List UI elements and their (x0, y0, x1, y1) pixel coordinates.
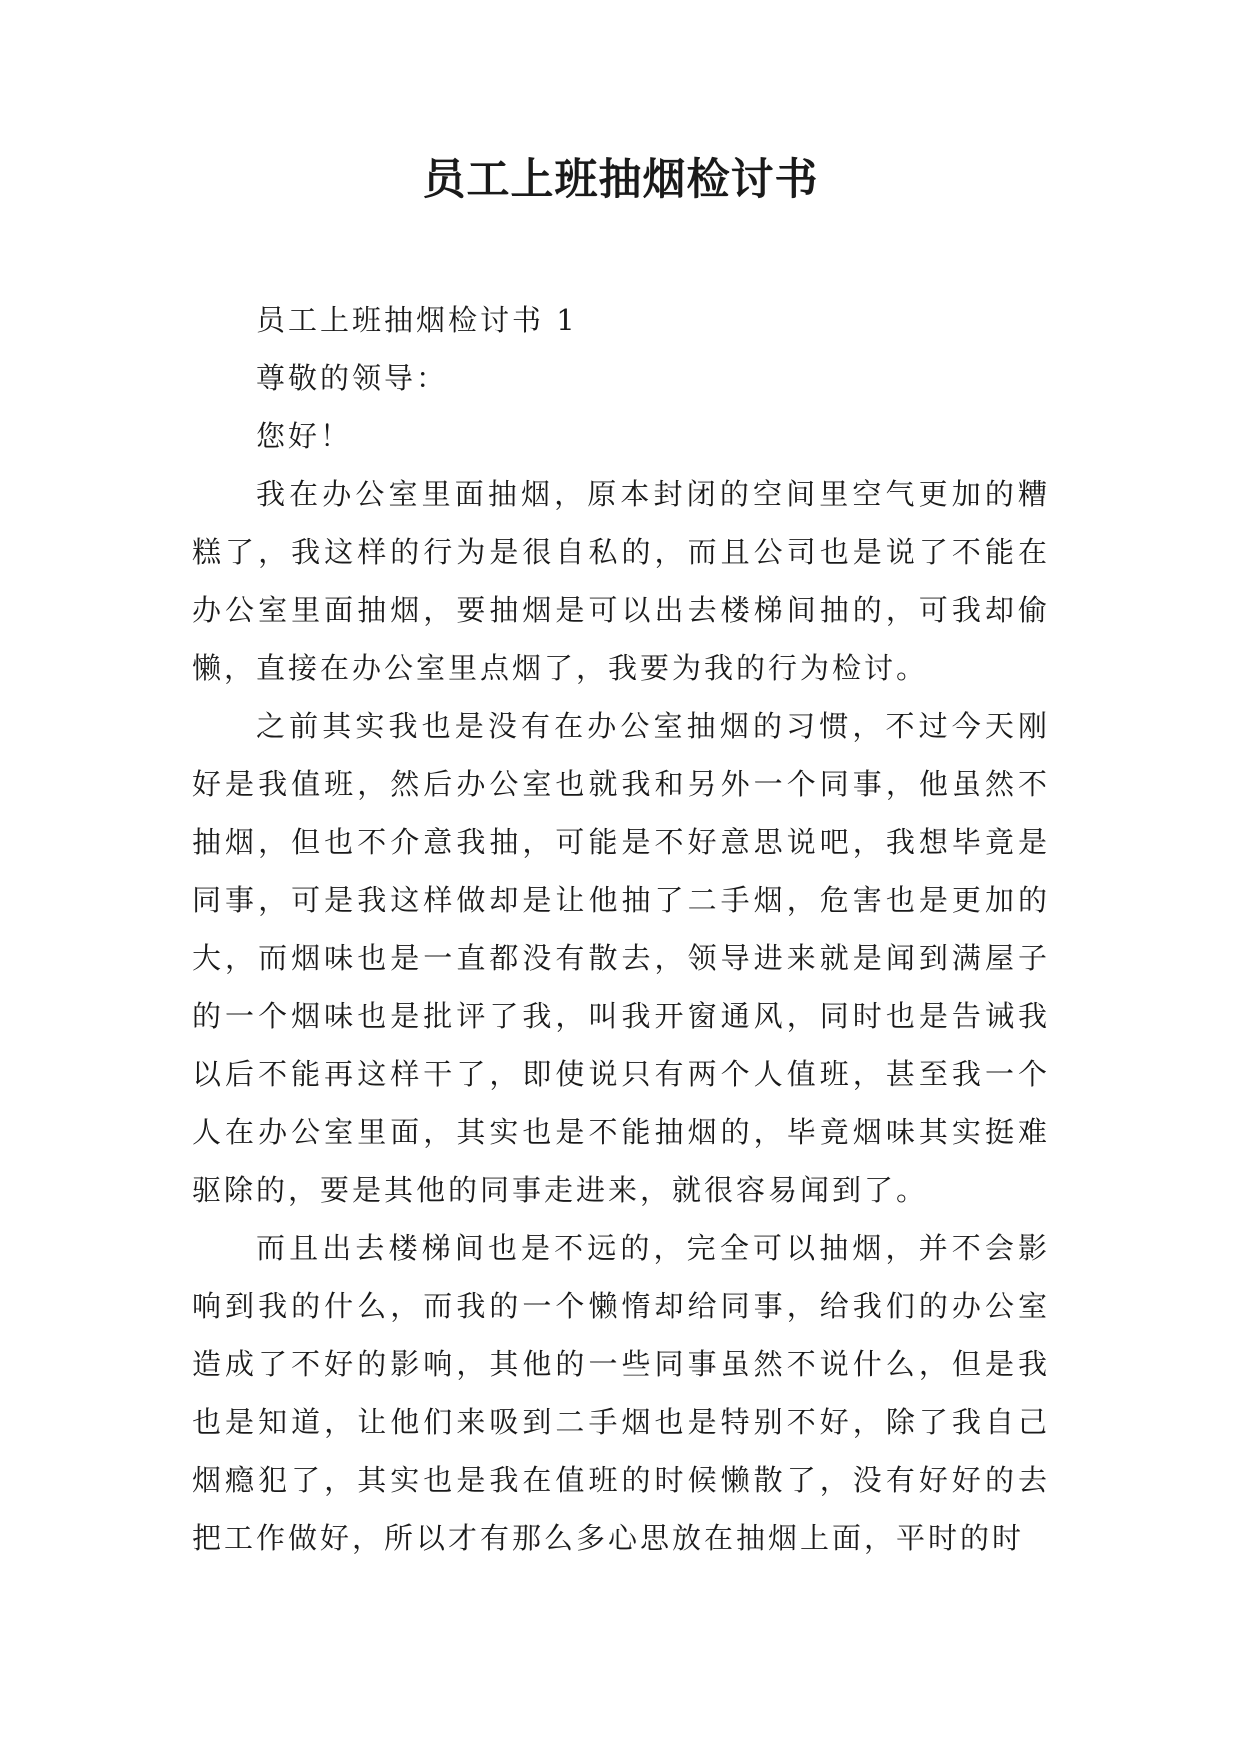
body-paragraph: 之前其实我也是没有在办公室抽烟的习惯，不过今天刚好是我值班，然后办公室也就我和另外一个同事，他虽然不抽烟，但也不介意我抽，可能是不好意思说吧，我想毕竟是同事，可是我这样做却是让他抽了二手烟，危害也是更加的大，而烟味也是一直都没有散去，领导进来就是闻到满屋子的一个烟味也是批评了我，叫我开窗通风，同时也是告诫我以后不能再这样干了，即使说只有两个人值班，甚至我一个人在办公室里面，其实也是不能抽烟的，毕竟烟味其实挺难驱除的，要是其他的同事走进来，就很容易闻到了。 (192, 709, 1050, 1207)
body-paragraph: 而且出去楼梯间也是不远的，完全可以抽烟，并不会影响到我的什么，而我的一个懒惰却给同事，给我们的办公室造成了不好的影响，其他的一些同事虽然不说什么，但是我也是知道，让他们来吸到二手烟也是特别不好，除了我自己烟瘾犯了，其实也是我在值班的时候懒散了，没有好好的去把工作做好，所以才有那么多心思放在抽烟上面，平时的时 (192, 1231, 1050, 1555)
salutation-paragraph: 尊敬的领导： (256, 361, 449, 395)
document-body (192, 291, 1050, 1567)
document-title: 员工上班抽烟检讨书 (422, 155, 819, 205)
body-paragraph: 我在办公室里面抽烟，原本封闭的空间里空气更加的糟糕了，我这样的行为是很自私的，而且公司也是说了不能在办公室里面抽烟，要抽烟是可以出去楼梯间抽的，可我却偷懒，直接在办公室里点烟了，我要为我的行为检讨。 (192, 477, 1050, 685)
greeting-paragraph: 您好！ (256, 419, 353, 453)
subtitle-paragraph: 员工上班抽烟检讨书 1 (256, 303, 578, 337)
